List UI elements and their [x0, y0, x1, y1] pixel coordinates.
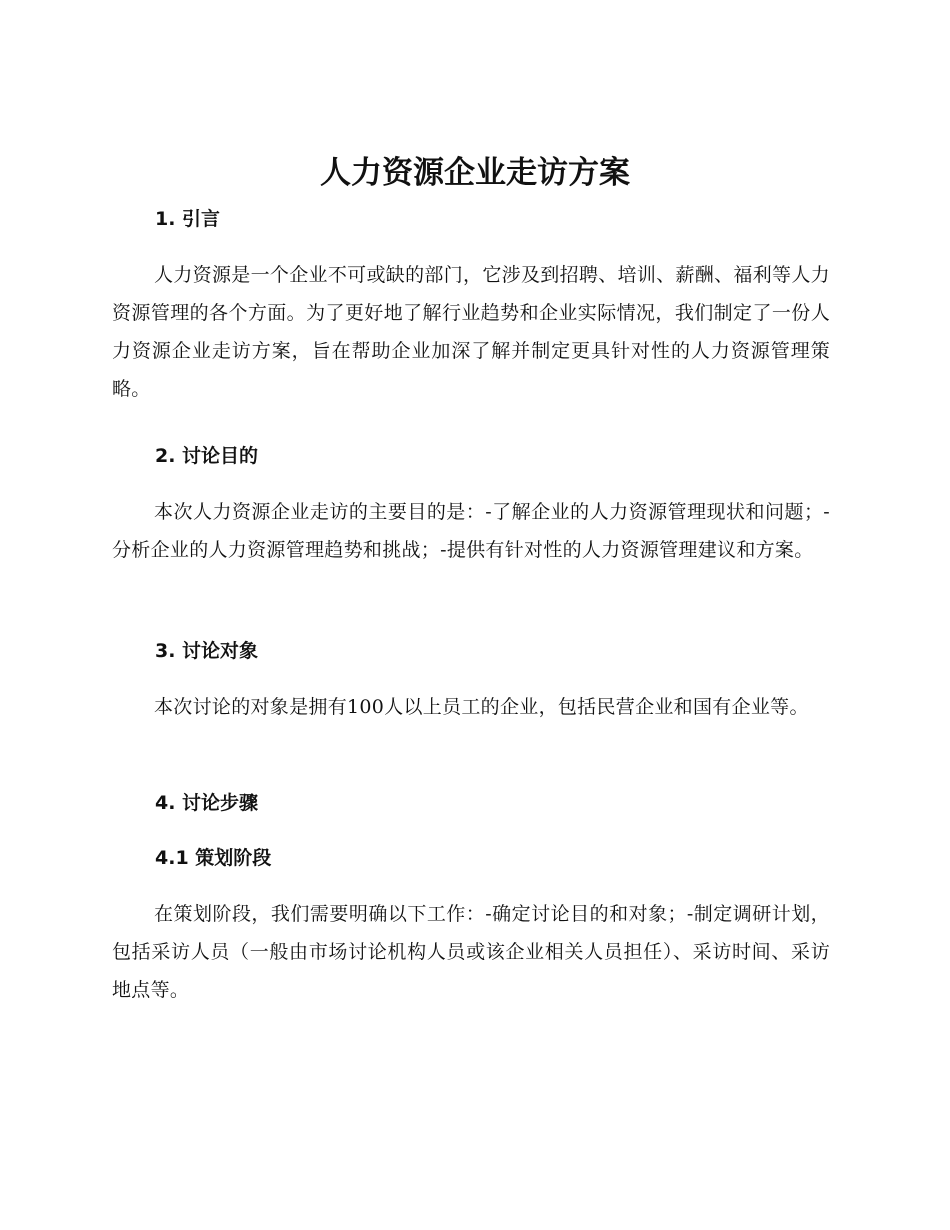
section-heading-planning-stage: 4.1 策划阶段 [155, 847, 272, 869]
document-title: 人力资源企业走访方案 [320, 155, 630, 191]
section-body-subjects: 本次讨论的对象是拥有100人以上员工的企业，包括民营企业和国有企业等。 [154, 696, 809, 718]
section-heading-purpose: 2. 讨论目的 [155, 445, 259, 467]
section-body-planning-stage: 在策划阶段，我们需要明确以下工作：-确定讨论目的和对象；-制定调研计划，包括采访人员（一般由市场讨论机构人员或该企业相关人员担任）、采访时间、采访地点等。 [112, 903, 830, 1001]
section-heading-introduction: 1. 引言 [155, 208, 221, 230]
section-heading-subjects: 3. 讨论对象 [155, 640, 259, 662]
section-heading-steps: 4. 讨论步骤 [155, 792, 259, 814]
section-body-introduction: 人力资源是一个企业不可或缺的部门，它涉及到招聘、培训、薪酬、福利等人力资源管理的各个方面。为了更好地了解行业趋势和企业实际情况，我们制定了一份人力资源企业走访方案，旨在帮助企业加深了解并制定更具针对性的人力资源管理策略。 [112, 264, 830, 400]
section-body-purpose: 本次人力资源企业走访的主要目的是：-了解企业的人力资源管理现状和问题；-分析企业的人力资源管理趋势和挑战；-提供有针对性的人力资源管理建议和方案。 [112, 501, 830, 561]
